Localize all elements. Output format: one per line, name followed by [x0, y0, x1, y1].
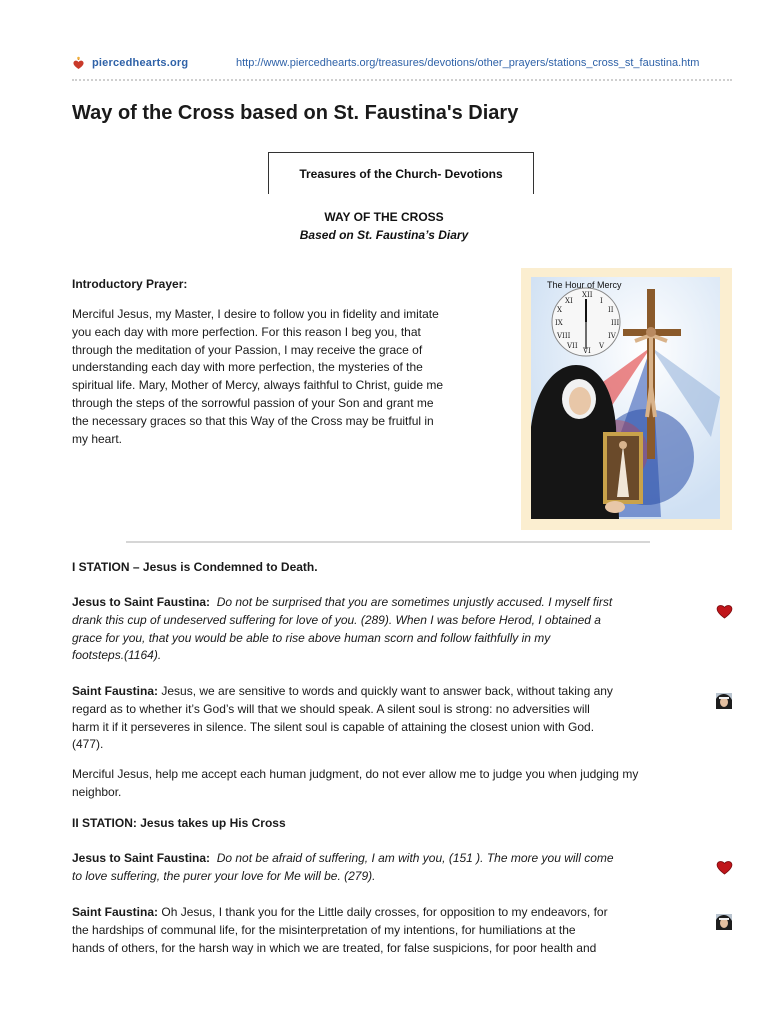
text-line: Jesus to Saint Faustina: Do not be surprised that you are sometimes unjustly accused. I myself first [72, 595, 613, 609]
intro-paragraph [72, 306, 502, 448]
speaker-label: Jesus to Saint Faustina: [72, 851, 211, 865]
hour-of-mercy-image [521, 268, 732, 530]
text-line: the necessary graces so that this Way of the Cross may be fruitful in [72, 413, 434, 428]
subtitle-line2: Based on St. Faustina’s Diary [299, 228, 469, 242]
svg-text:XI: XI [565, 297, 573, 305]
subtitle-line1: WAY OF THE CROSS [324, 210, 444, 224]
speaker-label: Jesus to Saint Faustina: [72, 595, 211, 609]
svg-text:II: II [608, 306, 614, 314]
section-box-label: Treasures of the Church- Devotions [299, 166, 503, 181]
sacred-heart-icon [72, 56, 85, 70]
station2-jesus-quote [72, 850, 702, 886]
image-caption: The Hour of Mercy [547, 280, 622, 290]
page-title: Way of the Cross based on St. Faustina's Diary [72, 102, 519, 124]
text-line: Jesus to Saint Faustina: Do not be afraid of suffering, I am with you, (151 ). The more you will come [72, 851, 614, 865]
svg-text:VI: VI [583, 347, 591, 355]
text-line: you each day with more perfection. For this reason I beg you, that [72, 324, 421, 339]
text-line: regard as to whether it’s God’s will that we should speak. A silent soul is strong: no adversities will [72, 701, 590, 716]
divine-mercy-picture [531, 277, 720, 519]
text-line: Saint Faustina: Jesus, we are sensitive to words and quickly want to answer back, without taking any [72, 684, 613, 698]
station1-prayer [72, 766, 722, 802]
section-divider [126, 541, 650, 543]
text-line: hands of others, for the harsh way in which we are treated, for false suspicions, for poor health and [72, 940, 597, 955]
station2-faustina-quote [72, 904, 712, 957]
station2-heading: II STATION: Jesus takes up His Cross [72, 816, 286, 830]
section-box [268, 152, 534, 194]
svg-text:VIII: VIII [557, 332, 571, 340]
svg-text:I: I [600, 297, 603, 305]
svg-text:IX: IX [555, 319, 563, 327]
faustina-portrait-icon [716, 914, 732, 930]
svg-text:XII: XII [582, 291, 593, 299]
station1-jesus-quote [72, 594, 702, 665]
faustina-portrait-icon [716, 693, 732, 709]
text-line: footsteps.(1164). [72, 648, 162, 663]
heart-icon [716, 604, 733, 619]
speaker-label: Saint Faustina: [72, 684, 159, 698]
text-line: Saint Faustina: Oh Jesus, I thank you for the Little daily crosses, for opposition to my endeavors, for [72, 905, 608, 919]
speaker-label: Saint Faustina: [72, 905, 159, 919]
intro-heading: Introductory Prayer: [72, 277, 188, 291]
site-link[interactable] [72, 56, 188, 70]
svg-text:VII: VII [567, 342, 578, 350]
header-divider [72, 79, 732, 81]
site-name[interactable]: piercedhearts.org [92, 57, 189, 69]
station1-faustina-quote [72, 683, 712, 754]
text-line: understanding each day with more perfection, the mysteries of the [72, 360, 423, 375]
text-line: drank this cup of undeserved suffering for love of you. (289). When I was before Herod, I obtained a [72, 612, 601, 627]
text-line: harm it if it perseveres in silence. The silent soul is capable of attaining the closest union with God. [72, 719, 595, 734]
text-line: through the steps of the sorrowful passion of your Son and grant me [72, 395, 434, 410]
text-line: neighbor. [72, 784, 122, 799]
svg-text:IV: IV [608, 332, 616, 340]
text-line: grace for you, that you would be able to rise above human scorn and follow faithfully in my [72, 630, 551, 645]
page-header [72, 56, 732, 74]
page-url-link[interactable]: http://www.piercedhearts.org/treasures/devotions/other_prayers/stations_cross_st_faustina.htm [236, 57, 700, 69]
text-line: Merciful Jesus, help me accept each human judgment, do not ever allow me to judge you when judging my [72, 767, 639, 781]
heart-icon [716, 860, 733, 875]
text-line: the hardships of communal life, for the misinterpretation of my intentions, for humiliations at the [72, 922, 576, 937]
text-line: through the meditation of your Passion, I may receive the grace of [72, 342, 423, 357]
image-frame [531, 277, 720, 519]
text-line: spiritual life. Mary, Mother of Mercy, always faithful to Christ, guide me [72, 378, 444, 393]
text-line: (477). [72, 737, 104, 752]
svg-text:III: III [611, 319, 620, 327]
svg-text:X: X [557, 306, 562, 314]
text-line: my heart. [72, 431, 123, 446]
station1-heading: I STATION – Jesus is Condemned to Death. [72, 560, 318, 574]
text-line: Merciful Jesus, my Master, I desire to follow you in fidelity and imitate [72, 307, 439, 321]
svg-text:V: V [599, 342, 605, 350]
text-line: to love suffering, the purer your love for Me will be. (279). [72, 868, 376, 883]
